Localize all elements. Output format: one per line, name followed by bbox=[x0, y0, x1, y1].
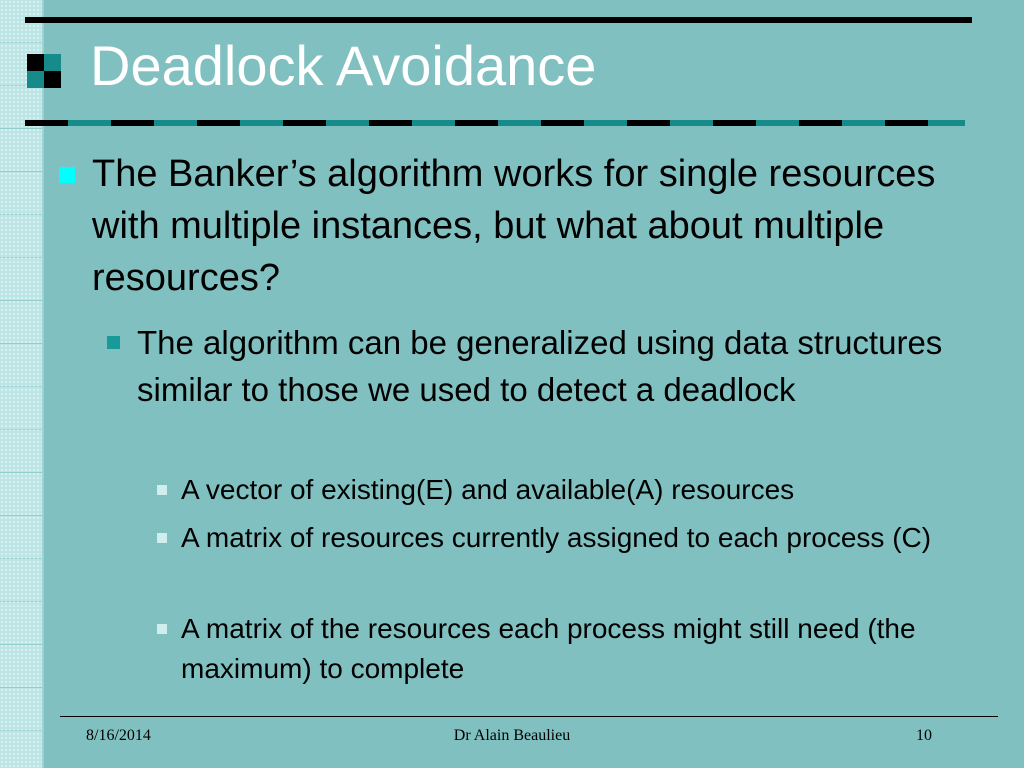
bullet-text: A vector of existing(E) and available(A) resources bbox=[181, 474, 795, 505]
bullet-text: The Banker’s algorithm works for single resources with multiple instances, but what about multiple resources? bbox=[92, 153, 936, 299]
left-decorative-strip bbox=[0, 0, 42, 768]
square-bullet-icon bbox=[107, 336, 120, 349]
bullet-level-1 bbox=[92, 148, 992, 304]
square-bullet-icon bbox=[157, 533, 167, 543]
footer-rule bbox=[60, 716, 998, 717]
bullet-level-3 bbox=[181, 518, 1021, 558]
bullet-level-3 bbox=[181, 470, 1021, 510]
bullet-text: A matrix of resources currently assigned to each process (C) bbox=[181, 522, 932, 553]
square-bullet-icon bbox=[59, 167, 75, 183]
title-dashed-rule bbox=[25, 120, 965, 126]
bullet-text: A matrix of the resources each process might still need (the maximum) to complete bbox=[181, 613, 916, 684]
square-bullet-icon bbox=[157, 485, 167, 495]
footer-date: 8/16/2014 bbox=[86, 727, 151, 744]
left-strip-edge bbox=[42, 0, 44, 768]
bullet-text: The algorithm can be generalized using data structures similar to those we used to detect a deadlock bbox=[137, 324, 943, 408]
square-bullet-icon bbox=[157, 624, 167, 634]
bullet-level-3 bbox=[181, 609, 1021, 689]
footer-page-number: 10 bbox=[916, 727, 932, 744]
slide-title: Deadlock Avoidance bbox=[90, 34, 597, 97]
top-rule bbox=[25, 17, 972, 23]
checker-square-icon bbox=[27, 54, 61, 88]
footer-author: Dr Alain Beaulieu bbox=[453, 727, 571, 744]
bullet-level-2 bbox=[137, 319, 997, 413]
